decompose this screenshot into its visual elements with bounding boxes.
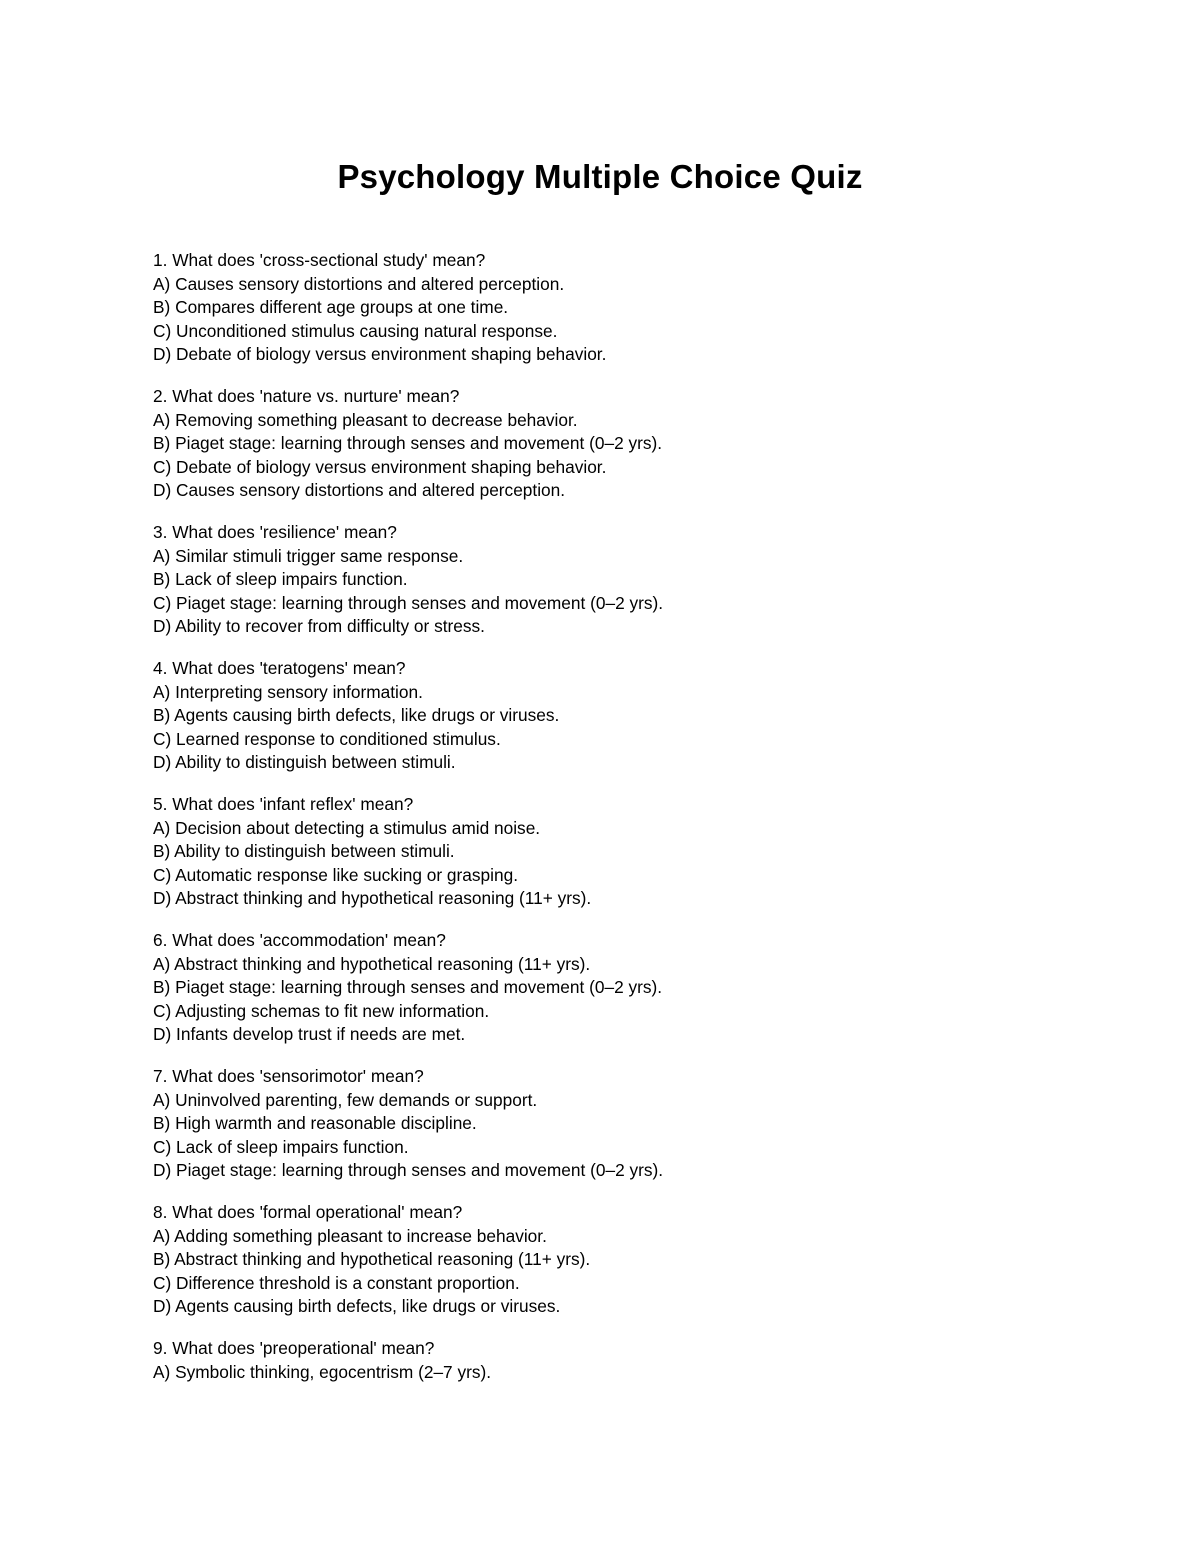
question-2 (153, 385, 1113, 503)
answer-option: A) Removing something pleasant to decrease behavior. (153, 409, 578, 430)
answer-option: A) Symbolic thinking, egocentrism (2–7 yrs). (153, 1361, 492, 1382)
question-1 (153, 249, 1113, 367)
answer-option: D) Abstract thinking and hypothetical reasoning (11+ yrs). (153, 888, 592, 908)
answer-option: C) Unconditioned stimulus causing natural response. (153, 320, 558, 341)
question-prompt: 3. What does 'resilience' mean? (153, 522, 397, 542)
question-prompt: 5. What does 'infant reflex' mean? (153, 794, 414, 814)
question-prompt: 8. What does 'formal operational' mean? (153, 1202, 463, 1222)
answer-option: B) Agents causing birth defects, like drugs or viruses. (153, 705, 560, 725)
answer-option: D) Ability to distinguish between stimuli. (153, 752, 456, 772)
question-prompt: 4. What does 'teratogens' mean? (153, 658, 406, 678)
question-prompt: 9. What does 'preoperational' mean? (153, 1338, 435, 1358)
answer-option: B) Abstract thinking and hypothetical reasoning (11+ yrs). (153, 1249, 591, 1269)
answer-option: A) Uninvolved parenting, few demands or support. (153, 1089, 538, 1110)
page-title: Psychology Multiple Choice Quiz (337, 158, 863, 195)
answer-option: D) Ability to recover from difficulty or stress. (153, 616, 485, 636)
question-prompt: 1. What does 'cross-sectional study' mean? (153, 250, 486, 270)
answer-option: B) Piaget stage: learning through senses and movement (0–2 yrs). (153, 977, 663, 997)
answer-option: A) Decision about detecting a stimulus amid noise. (153, 817, 541, 838)
answer-option: C) Debate of biology versus environment shaping behavior. (153, 456, 607, 477)
answer-option: A) Causes sensory distortions and altered perception. (153, 273, 565, 294)
answer-option: C) Lack of sleep impairs function. (153, 1136, 409, 1157)
answer-option: D) Causes sensory distortions and altered perception. (153, 480, 566, 500)
question-9 (153, 1337, 1113, 1384)
answer-option: A) Similar stimuli trigger same response. (153, 545, 464, 566)
question-7 (153, 1065, 1113, 1183)
answer-option: C) Adjusting schemas to fit new information. (153, 1000, 490, 1021)
question-4 (153, 657, 1113, 775)
answer-option: C) Learned response to conditioned stimulus. (153, 728, 501, 749)
answer-option: A) Interpreting sensory information. (153, 681, 423, 702)
answer-option: C) Piaget stage: learning through senses and movement (0–2 yrs). (153, 592, 664, 613)
question-list (153, 249, 1113, 1403)
question-6 (153, 929, 1113, 1047)
answer-option: D) Agents causing birth defects, like drugs or viruses. (153, 1296, 561, 1316)
answer-option: B) Compares different age groups at one time. (153, 297, 509, 317)
question-8 (153, 1201, 1113, 1319)
answer-option: B) Ability to distinguish between stimuli. (153, 841, 455, 861)
answer-option: A) Adding something pleasant to increase behavior. (153, 1225, 547, 1246)
answer-option: C) Automatic response like sucking or grasping. (153, 864, 518, 885)
question-prompt: 7. What does 'sensorimotor' mean? (153, 1066, 424, 1086)
answer-option: B) High warmth and reasonable discipline. (153, 1113, 477, 1133)
answer-option: B) Lack of sleep impairs function. (153, 569, 408, 589)
answer-option: B) Piaget stage: learning through senses and movement (0–2 yrs). (153, 433, 663, 453)
question-prompt: 2. What does 'nature vs. nurture' mean? (153, 386, 460, 406)
answer-option: D) Piaget stage: learning through senses and movement (0–2 yrs). (153, 1160, 664, 1180)
answer-option: C) Difference threshold is a constant proportion. (153, 1272, 520, 1293)
answer-option: A) Abstract thinking and hypothetical reasoning (11+ yrs). (153, 953, 591, 974)
answer-option: D) Debate of biology versus environment shaping behavior. (153, 344, 607, 364)
answer-option: D) Infants develop trust if needs are met. (153, 1024, 466, 1044)
question-prompt: 6. What does 'accommodation' mean? (153, 930, 446, 950)
question-3 (153, 521, 1113, 639)
question-5 (153, 793, 1113, 911)
